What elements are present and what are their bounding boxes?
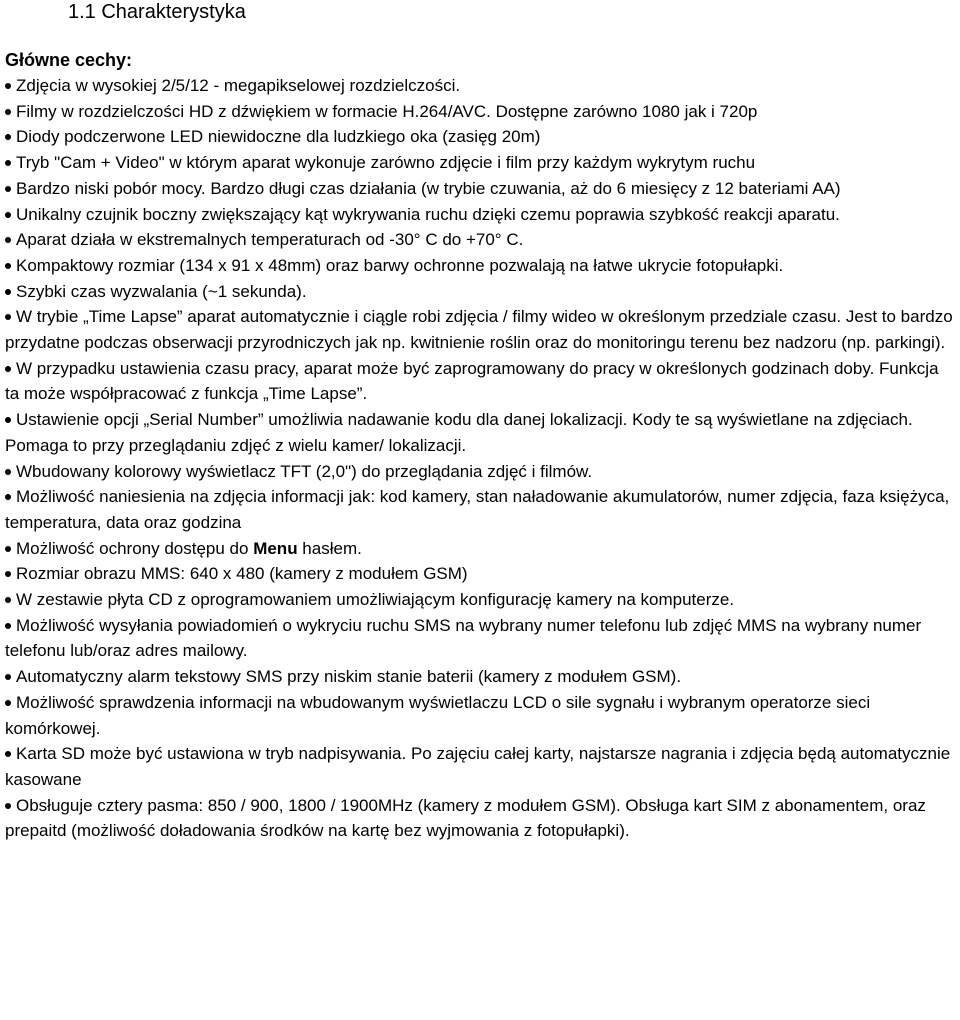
feature-item	[5, 124, 957, 150]
bullet-icon	[5, 186, 11, 192]
bullet-icon	[5, 160, 11, 166]
feature-text: Aparat działa w ekstremalnych temperaturach od -30° C do +70° C.	[16, 230, 524, 250]
feature-item	[5, 793, 957, 844]
feature-item	[5, 459, 957, 485]
feature-text: Wbudowany kolorowy wyświetlacz TFT (2,0") do przeglądania zdjęć i filmów.	[16, 461, 593, 481]
bullet-icon	[5, 366, 11, 372]
menu-emphasis: Menu	[253, 538, 298, 558]
feature-text: W przypadku ustawienia czasu pracy, aparat może być zaprogramowany do pracy w określonych godzinach doby. Funkcja ta może współpracować z funkcja „Time Lapse”.	[5, 358, 939, 404]
feature-text: Zdjęcia w wysokiej 2/5/12 - megapikselowej rozdzielczości.	[16, 76, 461, 95]
feature-item	[5, 536, 957, 562]
feature-item	[5, 407, 957, 458]
bullet-icon	[5, 263, 11, 269]
feature-item	[5, 690, 957, 741]
feature-item	[5, 279, 957, 305]
section-title: 1.1 Charakterystyka	[68, 1, 246, 23]
bullet-icon	[5, 134, 11, 140]
feature-text: Możliwość ochrony dostępu do Menu hasłem.	[16, 538, 362, 558]
feature-item	[5, 304, 957, 355]
feature-text: Automatyczny alarm tekstowy SMS przy niskim stanie baterii (kamery z modułem GSM).	[16, 667, 682, 687]
feature-item	[5, 484, 957, 535]
feature-text: Unikalny czujnik boczny zwiększający kąt wykrywania ruchu dzięki czemu poprawia szybkość reakcji aparatu.	[16, 204, 840, 224]
feature-text: Obsługuje cztery pasma: 850 / 900, 1800 / 1900MHz (kamery z modułem GSM). Obsługa kart SIM z abonamentem, oraz prepaitd (możliwość doładowania środków na kartę bez wyjmowania z fotopułapki).	[5, 795, 926, 841]
bullet-icon	[5, 417, 11, 423]
feature-text: Kompaktowy rozmiar (134 x 91 x 48mm) oraz barwy ochronne pozwalają na łatwe ukrycie fotopułapki.	[16, 255, 784, 275]
features-heading: Główne cechy:	[5, 50, 133, 70]
feature-text: Szybki czas wyzwalania (~1 sekunda).	[16, 281, 307, 301]
feature-text: Karta SD może być ustawiona w tryb nadpisywania. Po zajęciu całej karty, najstarsze nagrania i zdjęcia będą automatycznie kasowane	[5, 744, 951, 789]
feature-item	[5, 73, 957, 99]
bullet-icon	[5, 237, 11, 243]
feature-text: Tryb "Cam + Video" w którym aparat wykonuje zarówno zdjęcie i film przy każdym wykrytym ruchu	[16, 153, 756, 173]
feature-text: Rozmiar obrazu MMS: 640 x 480 (kamery z modułem GSM)	[16, 564, 468, 584]
feature-text: Ustawienie opcji „Serial Number” umożliwia nadawanie kodu dla danej lokalizacji. Kody te są wyświetlane na zdjęciach. Pomaga to przy przeglądaniu zdjęć z wielu kamer/ lokalizacji.	[5, 410, 913, 455]
bullet-icon	[5, 700, 11, 706]
feature-item	[5, 561, 957, 587]
feature-text: W trybie „Time Lapse” aparat automatycznie i ciągle robi zdjęcia / filmy wideo w określonym przedziale czasu. Jest to bardzo przydatne podczas obserwacji przyrodniczych jak np. kwitnienie roślin oraz do monitoringu terenu bez nadzoru (np. parkingi).	[5, 307, 953, 353]
feature-item	[5, 253, 957, 279]
feature-item	[5, 202, 957, 228]
feature-item	[5, 613, 957, 664]
bullet-icon	[5, 83, 11, 89]
feature-text: Diody podczerwone LED niewidoczne dla ludzkiego oka (zasięg 20m)	[16, 127, 541, 147]
feature-item	[5, 587, 957, 613]
bullet-icon	[5, 314, 11, 320]
feature-item	[5, 227, 957, 253]
feature-item	[5, 150, 957, 176]
bullet-icon	[5, 597, 11, 603]
bullet-icon	[5, 546, 11, 552]
feature-text: Możliwość wysyłania powiadomień o wykryciu ruchu SMS na wybrany numer telefonu lub zdjęć MMS na wybrany numer telefonu lub/oraz adres mailowy.	[5, 615, 922, 661]
bullet-icon	[5, 623, 11, 629]
feature-item	[5, 356, 957, 407]
feature-item	[5, 741, 957, 792]
feature-item	[5, 176, 957, 202]
bullet-icon	[5, 803, 11, 809]
bullet-icon	[5, 469, 11, 475]
bullet-icon	[5, 109, 11, 115]
feature-text: Możliwość sprawdzenia informacji na wbudowanym wyświetlaczu LCD o sile sygnału i wybranym operatorze sieci komórkowej.	[5, 692, 871, 738]
bullet-icon	[5, 571, 11, 577]
bullet-icon	[5, 289, 11, 295]
feature-text: Możliwość naniesienia na zdjęcia informacji jak: kod kamery, stan naładowanie akumulatorów, numer zdjęcia, faza księżyca, temperatura, data oraz godzina	[5, 487, 950, 532]
bullet-icon	[5, 212, 11, 218]
feature-text: W zestawie płyta CD z oprogramowaniem umożliwiającym konfigurację kamery na komputerze.	[16, 590, 735, 610]
feature-item	[5, 99, 957, 125]
feature-text: Bardzo niski pobór mocy. Bardzo długi czas działania (w trybie czuwania, aż do 6 miesięcy z 12 bateriami AA)	[16, 178, 841, 198]
feature-list	[5, 73, 957, 844]
bullet-icon	[5, 494, 11, 500]
bullet-icon	[5, 674, 11, 680]
feature-item	[5, 664, 957, 690]
bullet-icon	[5, 751, 11, 757]
feature-text: Filmy w rozdzielczości HD z dźwiękiem w formacie H.264/AVC. Dostępne zarówno 1080 jak i 720p	[16, 101, 758, 121]
